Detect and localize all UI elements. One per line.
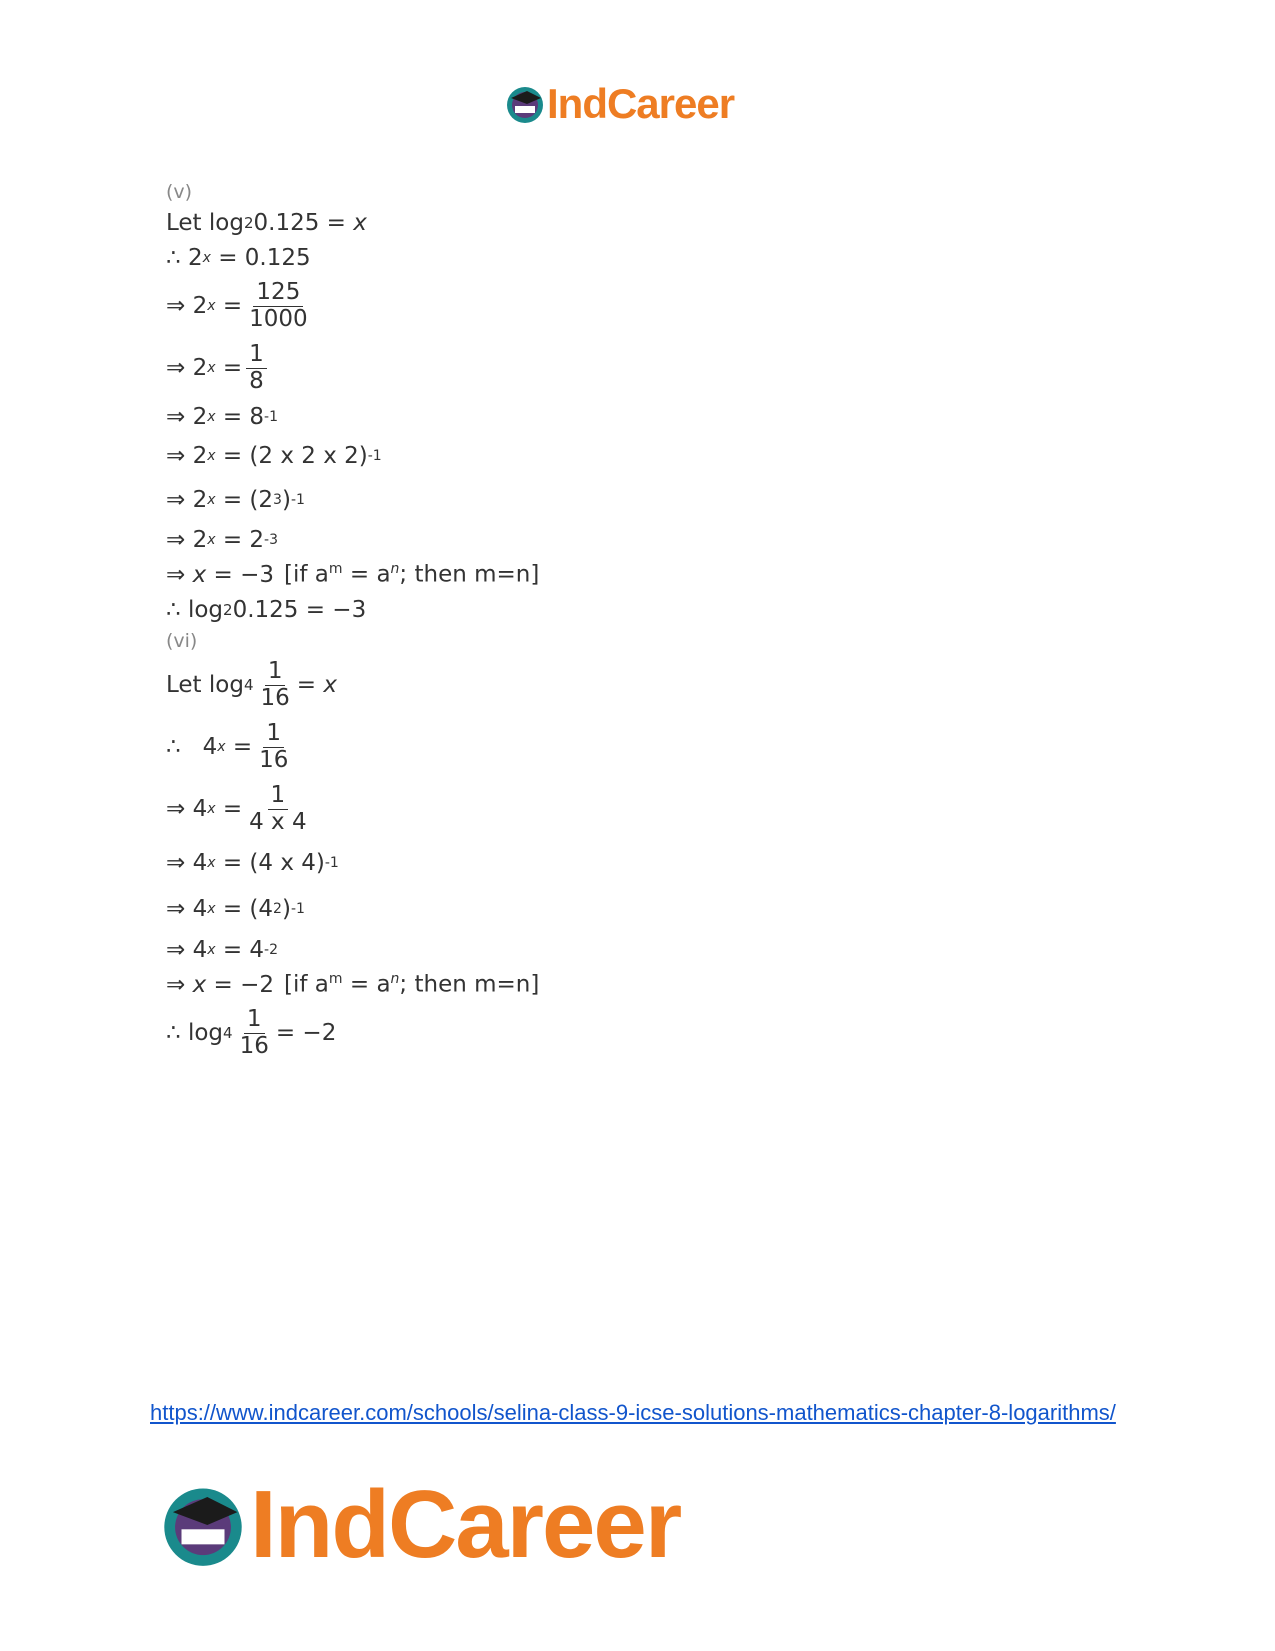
fraction: $\frac{125}{1000}$ — [249, 279, 308, 332]
math-line: ∴ log 2 0.125 = −3 — [166, 596, 367, 623]
brand-name: IndCareer — [547, 80, 735, 127]
fraction: $\frac{1}{16}$ — [259, 720, 289, 773]
math-line: ⇒ 4 x = $\frac{1}{4 x 4}$ — [166, 778, 886, 840]
part-v-label: (v) — [166, 180, 193, 203]
math-line: ⇒ 2 x = (2 x 2 x 2) -1 — [166, 443, 382, 469]
math-line: Let log 4 $\frac{1}{16}$ = x — [166, 658, 337, 711]
part-vi-label: (vi) — [166, 629, 198, 652]
brand-name: IndCareer — [250, 1471, 681, 1578]
graduation-globe-icon — [160, 1482, 246, 1568]
rule-note: [if $a^m = a^n$; then m=n] — [284, 561, 540, 588]
math-line: ⇒ 4 x = 4 -2 — [166, 936, 279, 963]
math-line: ⇒ 2 x = 8 -1 — [166, 403, 279, 430]
math-line: ∴ log 4 $\frac{1}{16}$ = −2 — [166, 1006, 337, 1059]
math-line: ⇒ 4 x = (4 2 ) -1 — [166, 896, 305, 922]
math-line: Let log 2 0.125 = x — [166, 209, 367, 236]
source-link[interactable]: https://www.indcareer.com/schools/selina-class-9-icse-solutions-mathematics-chapter-8-logarithms/ — [150, 1400, 1116, 1425]
math-line: ⇒ 2 x = 2 -3 — [166, 526, 279, 553]
solution-body — [166, 178, 886, 1064]
rule-note: [if $a^m = a^n$; then m=n] — [284, 971, 540, 998]
fraction: $\frac{1}{8}$ — [246, 342, 267, 394]
math-line: ∴ 2 x = 0.125 — [166, 244, 311, 271]
footer-logo — [160, 1470, 680, 1580]
header-logo — [505, 80, 734, 128]
fraction: $\frac{1}{16}$ — [260, 658, 290, 711]
fraction: $\frac{1}{16}$ — [239, 1006, 269, 1059]
math-line: ⇒ 2 x = (2 3 ) -1 — [166, 487, 305, 513]
math-line: ⇒ x = −2 [if $a^m = a^n$; then m=n] — [166, 971, 540, 998]
math-line: ⇒ 2 x = $\frac{125}{1000}$ — [166, 275, 886, 337]
graduation-globe-icon — [505, 84, 545, 124]
math-line: ⇒ 2 x = $\frac{1}{8}$ — [166, 337, 886, 399]
math-line: ∴ 4 x = $\frac{1}{16}$ — [166, 716, 886, 778]
fraction: $\frac{1}{4 x 4}$ — [249, 782, 307, 835]
math-line: ⇒ x = −3 [if $a^m = a^n$; then m=n] — [166, 561, 540, 588]
math-line: ⇒ 4 x = (4 x 4) -1 — [166, 850, 339, 876]
